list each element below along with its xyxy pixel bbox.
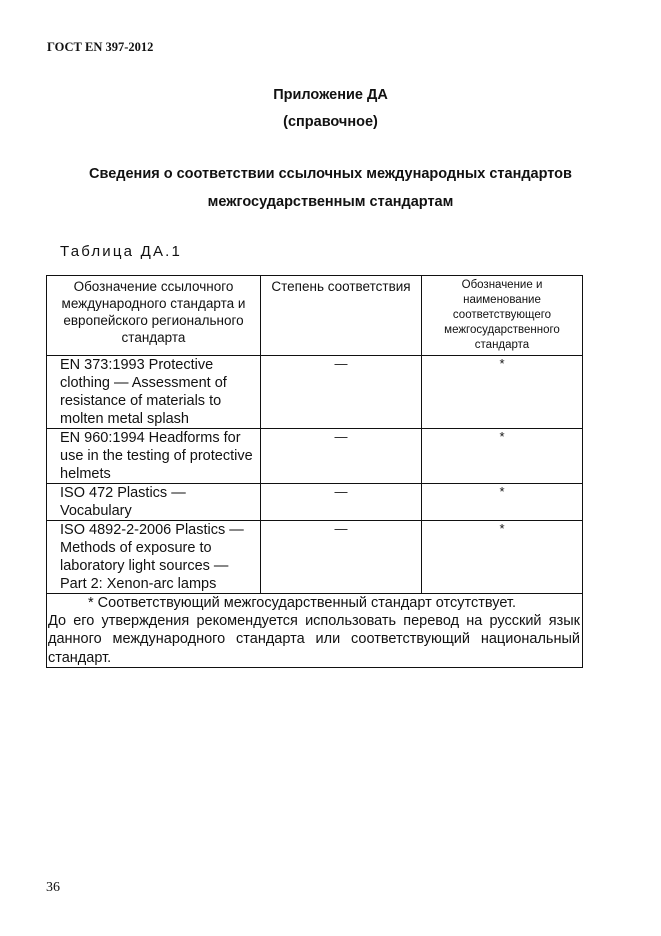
cell-interstate: * [422,429,583,484]
cell-degree: — [261,356,422,429]
table-row [47,484,583,521]
footnote-line1: * Соответствующий межгосударственный стандарт отсутствует. [88,595,516,611]
table-caption: Таблица ДА.1 [60,243,183,260]
table-row [47,521,583,594]
table-row [47,356,583,429]
table-header-row [47,276,583,356]
section-heading-line2: межгосударственным стандартам [207,194,454,210]
cell-standard: EN 960:1994 Headforms for use in the testing of protective helmets [47,429,261,484]
page-number: 36 [46,880,60,895]
cell-degree: — [261,521,422,594]
header-degree-of-conformity: Степень соответствия [261,276,422,356]
cell-interstate: * [422,484,583,521]
cell-interstate: * [422,521,583,594]
correspondence-table [46,275,583,668]
footnote-text: До его утверждения рекомендуется использовать перевод на русский язык данного международного стандарта или соответствующий национальный стандарт. [48,613,580,666]
document-code: ГОСТ EN 397-2012 [47,40,154,54]
cell-interstate: * [422,356,583,429]
header-reference-standard: Обозначение ссылочного международного стандарта и европейского регионального стандарта [47,276,261,356]
table-row [47,429,583,484]
header-interstate-standard: Обозначение и наименование соответствующего межгосударственного стандарта [422,276,583,356]
table-footnote [47,594,583,668]
table-note-row [47,594,583,668]
appendix-type: (справочное) [283,114,378,130]
cell-degree: — [261,484,422,521]
section-heading-line1: Сведения о соответствии ссылочных международных стандартов [89,166,572,182]
cell-standard: ISO 4892-2-2006 Plastics — Methods of exposure to laboratory light sources — Part 2: Xenon-arc lamps [47,521,261,594]
cell-degree: — [261,429,422,484]
cell-standard: EN 373:1993 Protective clothing — Assessment of resistance of materials to molten metal splash [47,356,261,429]
cell-standard: ISO 472 Plastics — Vocabulary [47,484,261,521]
appendix-title: Приложение ДА [273,87,388,103]
